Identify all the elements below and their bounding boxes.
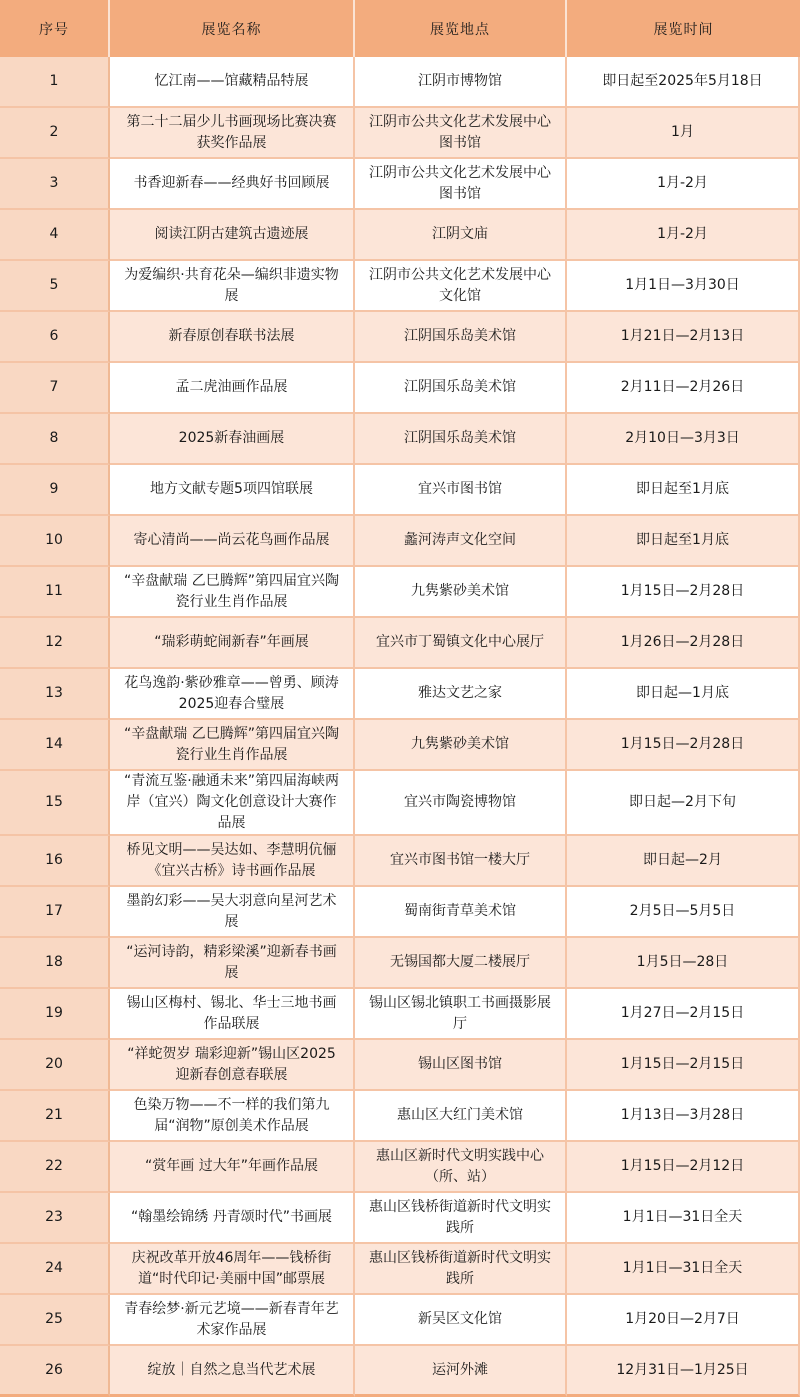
- exhibition-venue: 江阴市博物馆: [355, 57, 567, 108]
- exhibition-name: 花鸟逸韵·紫砂雅章——曾勇、顾涛2025迎春合璧展: [110, 669, 355, 720]
- exhibition-name: “辛盘献瑞 乙巳腾辉”第四届宜兴陶瓷行业生肖作品展: [110, 567, 355, 618]
- exhibition-venue: 雅达文艺之家: [355, 669, 567, 720]
- header-index: 序号: [0, 0, 110, 57]
- table-row: [0, 516, 800, 567]
- table-row: [0, 1244, 800, 1295]
- row-index: 7: [0, 363, 110, 414]
- exhibition-time: 1月: [567, 108, 800, 159]
- exhibition-name: 书香迎新春——经典好书回顾展: [110, 159, 355, 210]
- exhibition-venue: 江阴市公共文化艺术发展中心文化馆: [355, 261, 567, 312]
- exhibition-venue: 江阴市公共文化艺术发展中心图书馆: [355, 159, 567, 210]
- exhibition-name: 孟二虎油画作品展: [110, 363, 355, 414]
- exhibition-venue: 无锡国都大厦二楼展厅: [355, 938, 567, 989]
- exhibition-name: 新春原创春联书法展: [110, 312, 355, 363]
- table-row: [0, 887, 800, 938]
- exhibition-venue: 宜兴市丁蜀镇文化中心展厅: [355, 618, 567, 669]
- exhibition-name: 墨韵幻彩——吴大羽意向星河艺术展: [110, 887, 355, 938]
- table-row: [0, 108, 800, 159]
- exhibition-name: “赏年画 过大年”年画作品展: [110, 1142, 355, 1193]
- exhibition-name: “辛盘献瑞 乙巳腾辉”第四届宜兴陶瓷行业生肖作品展: [110, 720, 355, 771]
- exhibition-venue: 宜兴市图书馆: [355, 465, 567, 516]
- table-row: [0, 414, 800, 465]
- row-index: 8: [0, 414, 110, 465]
- table-row: [0, 836, 800, 887]
- exhibition-venue: 惠山区新时代文明实践中心（所、站）: [355, 1142, 567, 1193]
- exhibition-time: 1月-2月: [567, 210, 800, 261]
- exhibition-venue: 惠山区钱桥街道新时代文明实践所: [355, 1244, 567, 1295]
- exhibition-name: 青春绘梦·新元艺境——新春青年艺术家作品展: [110, 1295, 355, 1346]
- exhibition-time: 1月1日—31日全天: [567, 1244, 800, 1295]
- table-row: [0, 1295, 800, 1346]
- row-index: 22: [0, 1142, 110, 1193]
- row-index: 24: [0, 1244, 110, 1295]
- table-row: [0, 159, 800, 210]
- row-index: 18: [0, 938, 110, 989]
- exhibition-venue: 惠山区大红门美术馆: [355, 1091, 567, 1142]
- exhibition-name: 绽放｜自然之息当代艺术展: [110, 1346, 355, 1397]
- exhibition-time: 1月-2月: [567, 159, 800, 210]
- exhibition-time: 即日起至1月底: [567, 516, 800, 567]
- table-row: [0, 1346, 800, 1397]
- exhibition-time: 1月26日—2月28日: [567, 618, 800, 669]
- table-row: [0, 210, 800, 261]
- row-index: 21: [0, 1091, 110, 1142]
- exhibition-time: 1月15日—2月15日: [567, 1040, 800, 1091]
- exhibition-venue: 锡山区图书馆: [355, 1040, 567, 1091]
- row-index: 3: [0, 159, 110, 210]
- exhibition-time: 1月5日—28日: [567, 938, 800, 989]
- header-exhibition-name: 展览名称: [110, 0, 355, 57]
- exhibition-name: “运河诗韵，精彩梁溪”迎新春书画展: [110, 938, 355, 989]
- exhibition-time: 1月15日—2月12日: [567, 1142, 800, 1193]
- table-row: [0, 567, 800, 618]
- exhibition-time: 2月10日—3月3日: [567, 414, 800, 465]
- exhibition-time: 1月13日—3月28日: [567, 1091, 800, 1142]
- exhibition-name: 寄心清尚——尚云花鸟画作品展: [110, 516, 355, 567]
- exhibition-venue: 江阴国乐岛美术馆: [355, 312, 567, 363]
- row-index: 9: [0, 465, 110, 516]
- row-index: 26: [0, 1346, 110, 1397]
- exhibition-name: “青流互鉴·融通未来”第四届海峡两岸（宜兴）陶文化创意设计大赛作品展: [110, 771, 355, 836]
- exhibition-time: 1月1日—3月30日: [567, 261, 800, 312]
- table-row: [0, 989, 800, 1040]
- row-index: 1: [0, 57, 110, 108]
- exhibition-venue: 江阴国乐岛美术馆: [355, 414, 567, 465]
- table-row: [0, 618, 800, 669]
- exhibition-name: “瑞彩萌蛇闹新春”年画展: [110, 618, 355, 669]
- exhibition-venue: 江阴文庙: [355, 210, 567, 261]
- exhibition-name: 为爱编织·共育花朵—编织非遗实物展: [110, 261, 355, 312]
- exhibition-time: 12月31日—1月25日: [567, 1346, 800, 1397]
- header-row: [0, 0, 800, 57]
- row-index: 14: [0, 720, 110, 771]
- exhibition-name: 桥见文明——吴达如、李慧明伉俪《宜兴古桥》诗书画作品展: [110, 836, 355, 887]
- row-index: 13: [0, 669, 110, 720]
- exhibition-venue: 九隽紫砂美术馆: [355, 567, 567, 618]
- exhibition-name: 2025新春油画展: [110, 414, 355, 465]
- exhibition-venue: 惠山区钱桥街道新时代文明实践所: [355, 1193, 567, 1244]
- exhibition-time: 1月15日—2月28日: [567, 567, 800, 618]
- table-row: [0, 57, 800, 108]
- exhibition-time: 1月1日—31日全天: [567, 1193, 800, 1244]
- exhibition-time: 即日起—2月: [567, 836, 800, 887]
- exhibition-time: 即日起至1月底: [567, 465, 800, 516]
- exhibition-time: 1月15日—2月28日: [567, 720, 800, 771]
- row-index: 16: [0, 836, 110, 887]
- table-row: [0, 669, 800, 720]
- table-row: [0, 1142, 800, 1193]
- exhibition-time: 2月5日—5月5日: [567, 887, 800, 938]
- exhibition-name: 地方文献专题5项四馆联展: [110, 465, 355, 516]
- row-index: 23: [0, 1193, 110, 1244]
- exhibition-venue: 新吴区文化馆: [355, 1295, 567, 1346]
- exhibition-name: 锡山区梅村、锡北、华士三地书画作品联展: [110, 989, 355, 1040]
- table-header: [0, 0, 800, 57]
- table-row: [0, 1040, 800, 1091]
- table-row: [0, 938, 800, 989]
- exhibition-name: 庆祝改革开放46周年——钱桥街道“时代印记·美丽中国”邮票展: [110, 1244, 355, 1295]
- exhibition-venue: 宜兴市图书馆一楼大厅: [355, 836, 567, 887]
- row-index: 5: [0, 261, 110, 312]
- exhibition-name: “祥蛇贺岁 瑞彩迎新”锡山区2025迎新春创意春联展: [110, 1040, 355, 1091]
- exhibition-venue: 蜀南街青草美术馆: [355, 887, 567, 938]
- table-row: [0, 363, 800, 414]
- row-index: 6: [0, 312, 110, 363]
- header-exhibition-venue: 展览地点: [355, 0, 567, 57]
- row-index: 10: [0, 516, 110, 567]
- exhibition-time: 1月21日—2月13日: [567, 312, 800, 363]
- row-index: 15: [0, 771, 110, 836]
- exhibition-time: 1月27日—2月15日: [567, 989, 800, 1040]
- row-index: 12: [0, 618, 110, 669]
- exhibition-name: 阅读江阴古建筑古遗迹展: [110, 210, 355, 261]
- exhibition-time: 即日起—1月底: [567, 669, 800, 720]
- exhibition-venue: 蠡河涛声文化空间: [355, 516, 567, 567]
- exhibition-venue: 宜兴市陶瓷博物馆: [355, 771, 567, 836]
- row-index: 20: [0, 1040, 110, 1091]
- exhibition-name: 第二十二届少儿书画现场比赛决赛获奖作品展: [110, 108, 355, 159]
- row-index: 19: [0, 989, 110, 1040]
- exhibition-venue: 江阴市公共文化艺术发展中心图书馆: [355, 108, 567, 159]
- row-index: 25: [0, 1295, 110, 1346]
- table-row: [0, 720, 800, 771]
- exhibition-time: 1月20日—2月7日: [567, 1295, 800, 1346]
- exhibition-name: “翰墨绘锦绣 丹青颂时代”书画展: [110, 1193, 355, 1244]
- table-row: [0, 312, 800, 363]
- exhibition-venue: 九隽紫砂美术馆: [355, 720, 567, 771]
- table-row: [0, 1091, 800, 1142]
- table-row: [0, 1193, 800, 1244]
- exhibition-venue: 锡山区锡北镇职工书画摄影展厅: [355, 989, 567, 1040]
- table-body: [0, 57, 800, 1397]
- table-row: [0, 465, 800, 516]
- exhibition-venue: 运河外滩: [355, 1346, 567, 1397]
- exhibition-time: 即日起至2025年5月18日: [567, 57, 800, 108]
- header-exhibition-time: 展览时间: [567, 0, 800, 57]
- row-index: 17: [0, 887, 110, 938]
- exhibition-name: 忆江南——馆藏精品特展: [110, 57, 355, 108]
- exhibition-venue: 江阴国乐岛美术馆: [355, 363, 567, 414]
- row-index: 2: [0, 108, 110, 159]
- exhibition-time: 2月11日—2月26日: [567, 363, 800, 414]
- table-row: [0, 261, 800, 312]
- row-index: 4: [0, 210, 110, 261]
- exhibition-time: 即日起—2月下旬: [567, 771, 800, 836]
- row-index: 11: [0, 567, 110, 618]
- table-row: [0, 771, 800, 836]
- exhibition-name: 色染万物——不一样的我们第九届“润物”原创美术作品展: [110, 1091, 355, 1142]
